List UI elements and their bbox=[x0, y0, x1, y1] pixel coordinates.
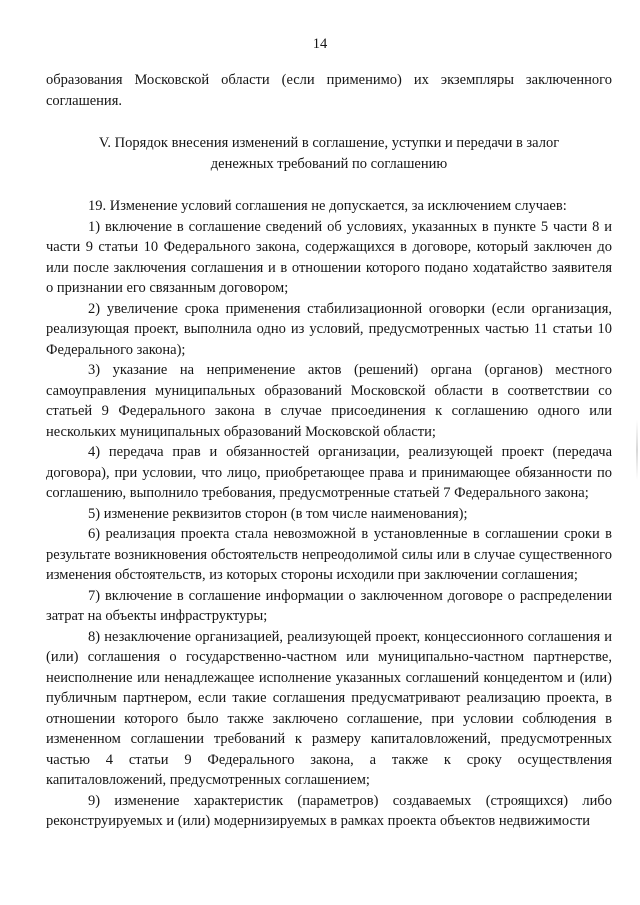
page-number: 14 bbox=[312, 36, 328, 52]
clause-item-7: 7) включение в соглашение информации о заключенном договоре о распределении затрат на объекты инфраструктуры; bbox=[46, 587, 612, 624]
clause-item-6: 6) реализация проекта стала невозможной в установленные в соглашении сроки в результате возникновения обстоятельств непреодолимой силы или в случае существенного изменения обстоятельств, из которых стороны исходили при заключении соглашения; bbox=[46, 526, 612, 583]
scan-edge-mark bbox=[636, 420, 638, 480]
clause-item-8: 8) незаключение организацией, реализующей проект, концессионного соглашения и (или) соглашения о государственно-частном или муниципально-частном партнерстве, неисполнение или ненадлежащее исполнение указанных соглашений концедентом и (или) публичным партнером, если такие соглашения предусматривают реализацию проекта, в отношении которого было также заключено соглашение, при условии соблюдения в измененном соглашении требований к размеру капиталовложений, предусмотренных частью 4 статьи 9 Федерального закона, а также к сроку осуществления капиталовложений, предусмотренных соглашением; bbox=[46, 628, 612, 788]
continuation-paragraph: образования Московской области (если применимо) их экземпляры заключенного соглашения. bbox=[46, 72, 612, 109]
clause-item-2: 2) увеличение срока применения стабилизационной оговорки (если организация, реализующая проект, выполнила одно из условий, предусмотренных частью 11 статьи 10 Федерального закона); bbox=[46, 300, 612, 358]
clause-item-1: 1) включение в соглашение сведений об условиях, указанных в пункте 5 части 8 и части 9 статьи 10 Федерального закона, содержащихся в договоре, который заключен до или после заключения соглашения и в отношении которого подано ходатайство заявителя о признании его связанным договором; bbox=[46, 218, 612, 296]
document-body bbox=[46, 70, 612, 832]
clause-item-4: 4) передача прав и обязанностей организации, реализующей проект (передача договора), при условии, что лицо, приобретающее права и принимающее обязанности по соглашению, выполнило требования, предусмотренные статьей 7 Федерального закона; bbox=[46, 444, 612, 501]
clause-item-9: 9) изменение характеристик (параметров) создаваемых (строящихся) либо реконструируемых и (или) модернизируемых в рамках проекта объектов недвижимости bbox=[46, 792, 612, 829]
clause-item-5: 5) изменение реквизитов сторон (в том числе наименования); bbox=[88, 505, 468, 522]
clause-intro: 19. Изменение условий соглашения не допускается, за исключением случаев: bbox=[88, 198, 567, 214]
section-heading: V. Порядок внесения изменений в соглашение, уступки и передачи в залог денежных требований по соглашению bbox=[98, 135, 560, 172]
clause-item-3: 3) указание на неприменение актов (решений) органа (органов) местного самоуправления муниципальных образований Московской области в соответствии со статьей 9 Федерального закона в случае присоединения к соглашению одного или нескольких муниципальных образований Московской области; bbox=[46, 362, 612, 440]
